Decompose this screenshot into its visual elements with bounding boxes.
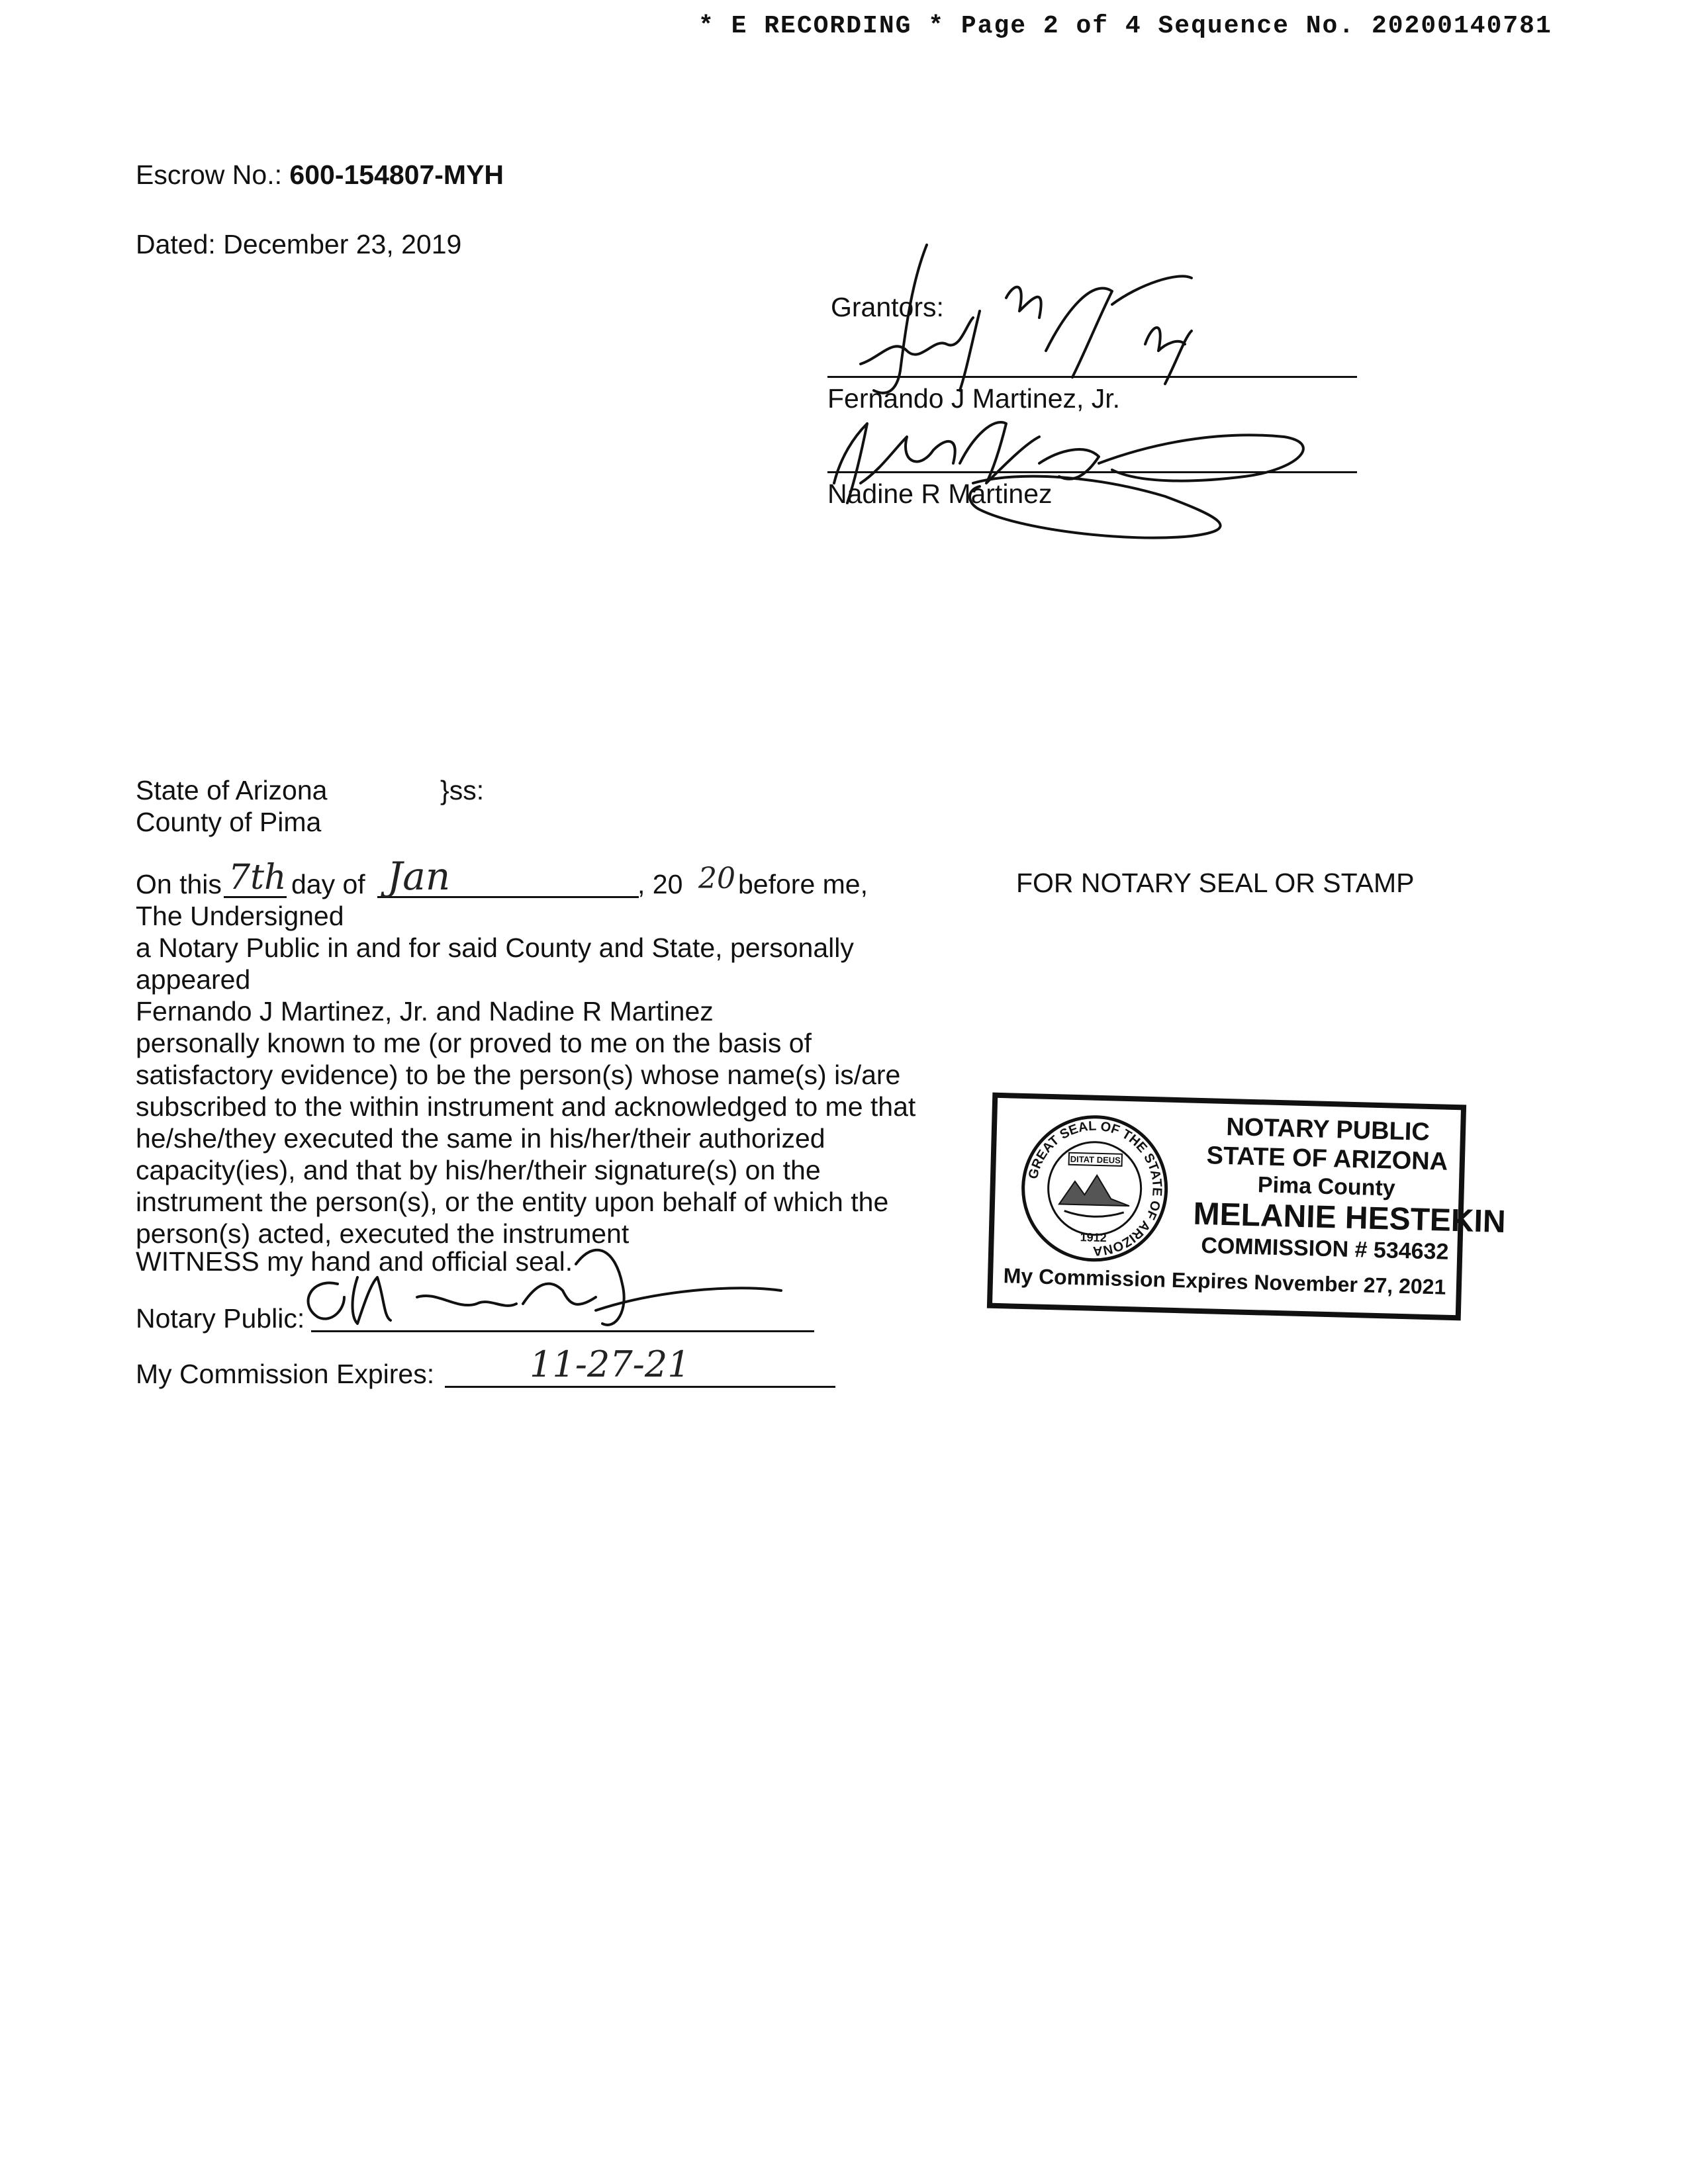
notary-stamp [987,1093,1507,1321]
dated-value: December 23, 2019 [223,229,462,259]
ack-line-5: personally known to me (or proved to me on the basis of [136,1028,812,1058]
venue-state: State of Arizona [136,775,328,805]
ack-on-this: On this [136,869,222,899]
ack-day-of: day of [291,869,365,899]
commission-expires-handwritten: 11-27-21 [530,1343,690,1385]
arizona-state-seal-icon [1017,1111,1173,1267]
ack-line-10: instrument the person(s), or the entity upon behalf of which the [136,1187,889,1217]
ack-witness: WITNESS my hand and official seal. [136,1246,573,1277]
grantors-label: Grantors: [831,292,944,322]
ack-line-3: appeared [136,964,251,995]
stamp-line-5: COMMISSION # 534632 [1200,1233,1449,1265]
recording-header: * E RECORDING * Page 2 of 4 Sequence No. 20200140781 [698,12,1552,40]
ack-year-handwritten: 20 [698,862,735,895]
venue-ss: }ss: [440,775,485,805]
stamp-expires: My Commission Expires November 27, 2021 [1003,1263,1446,1299]
notary-public-label: Notary Public: [136,1303,305,1334]
commission-expires-label: My Commission Expires: [136,1359,435,1389]
seal-motto: DITAT DEUS [1070,1154,1121,1165]
stamp-line-4: MELANIE HESTEKIN [1192,1196,1507,1240]
ack-year-prefix: , 20 [637,869,683,899]
stamp-line-3: Pima County [1257,1172,1396,1201]
ack-line-6: satisfactory evidence) to be the person(s) whose name(s) is/are [136,1060,901,1090]
ack-month-handwritten: Jan [387,854,451,899]
dated-line [136,228,461,260]
ack-line-11: person(s) acted, executed the instrument [136,1218,630,1249]
grantor-2-name: Nadine R Martinez [827,478,1053,509]
seal-ring-text: GREAT SEAL OF THE STATE OF ARIZONA [1025,1118,1164,1258]
ack-line-7: subscribed to the within instrument and acknowledged to me that [136,1091,916,1122]
ack-line-8: he/she/they executed the same in his/her/their authorized [136,1123,825,1154]
dated-label: Dated: [136,229,216,259]
seal-year: 1912 [1080,1230,1107,1245]
grantor-1-signature [834,238,1205,410]
venue-county: County of Pima [136,807,322,837]
grantor-2-signature [821,397,1324,543]
stamp-line-1: NOTARY PUBLIC [1225,1113,1430,1146]
escrow-line [136,159,504,191]
ack-line-2: a Notary Public in and for said County and State, personally [136,933,854,963]
ack-before-me: before me, [738,869,868,899]
escrow-number: 600-154807-MYH [289,159,504,190]
ack-line-1: The Undersigned [136,901,344,931]
notary-seal-label: FOR NOTARY SEAL OR STAMP [1016,868,1415,898]
stamp-line-2: STATE OF ARIZONA [1206,1142,1448,1176]
grantor-1-name: Fernando J Martinez, Jr. [827,383,1121,414]
escrow-label: Escrow No.: [136,159,282,190]
commission-expires-line [445,1386,835,1388]
notary-signature [285,1238,788,1337]
ack-day-handwritten: 7th [228,858,287,897]
ack-line-9: capacity(ies), and that by his/her/their signature(s) on the [136,1155,821,1185]
ack-line-4: Fernando J Martinez, Jr. and Nadine R Martinez [136,996,714,1026]
